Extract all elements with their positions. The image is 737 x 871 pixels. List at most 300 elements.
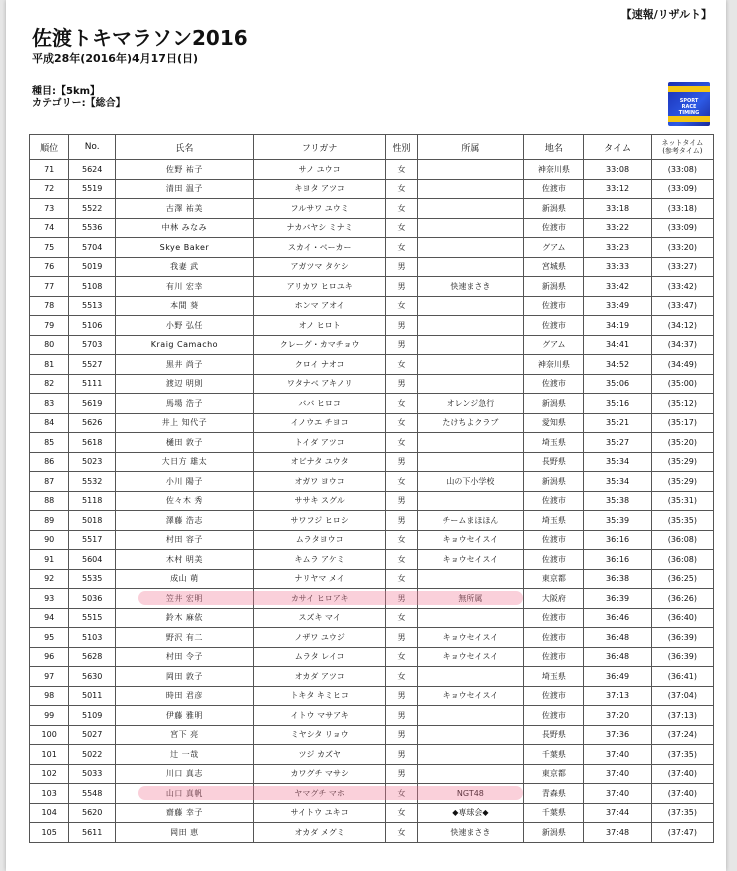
cell-time: 37:13 xyxy=(584,686,651,706)
table-row xyxy=(30,569,714,589)
cell-name: 岡田 恵 xyxy=(116,823,254,843)
cell-bib: 5109 xyxy=(69,706,116,726)
cell-net-time: (37:47) xyxy=(651,823,713,843)
cell-gender: 女 xyxy=(386,550,417,570)
table-row xyxy=(30,784,714,804)
cell-gender: 男 xyxy=(386,374,417,394)
cell-rank: 90 xyxy=(30,530,69,550)
cell-time: 35:06 xyxy=(584,374,651,394)
cell-affiliation xyxy=(417,257,524,277)
table-row xyxy=(30,608,714,628)
cell-time: 33:12 xyxy=(584,179,651,199)
col-region[interactable]: 地名 xyxy=(524,135,584,160)
cell-kana: ヤマグチ マホ xyxy=(253,784,386,804)
col-rank[interactable]: 順位 xyxy=(30,135,69,160)
cell-rank: 97 xyxy=(30,667,69,687)
cell-kana: ワタナベ アキノリ xyxy=(253,374,386,394)
cell-gender: 男 xyxy=(386,452,417,472)
cell-time: 36:39 xyxy=(584,589,651,609)
cell-time: 36:48 xyxy=(584,647,651,667)
cell-region: 佐渡市 xyxy=(524,316,584,336)
cell-affiliation: キョウセイスイ xyxy=(417,628,524,648)
cell-rank: 86 xyxy=(30,452,69,472)
cell-affiliation xyxy=(417,667,524,687)
col-name[interactable]: 氏名 xyxy=(116,135,254,160)
cell-gender: 女 xyxy=(386,413,417,433)
cell-rank: 91 xyxy=(30,550,69,570)
cell-net-time: (36:39) xyxy=(651,628,713,648)
cell-gender: 男 xyxy=(386,628,417,648)
cell-kana: オカダ アツコ xyxy=(253,667,386,687)
cell-name: 時田 君彦 xyxy=(116,686,254,706)
cell-kana: サイトウ ユキコ xyxy=(253,803,386,823)
cell-region: 佐渡市 xyxy=(524,608,584,628)
cell-net-time: (35:00) xyxy=(651,374,713,394)
cell-kana: ササキ スグル xyxy=(253,491,386,511)
cell-net-time: (37:35) xyxy=(651,745,713,765)
cell-region: 佐渡市 xyxy=(524,706,584,726)
logo-text: SPORT RACE TIMING xyxy=(678,98,700,116)
cell-rank: 100 xyxy=(30,725,69,745)
cell-region: 佐渡市 xyxy=(524,647,584,667)
cell-name: 有川 宏幸 xyxy=(116,277,254,297)
cell-rank: 95 xyxy=(30,628,69,648)
event-type: 種目:【5km】 xyxy=(32,86,101,97)
cell-kana: カワグチ マサシ xyxy=(253,764,386,784)
cell-kana: クロイ ナオコ xyxy=(253,355,386,375)
table-row xyxy=(30,257,714,277)
cell-kana: ナリヤマ メイ xyxy=(253,569,386,589)
cell-affiliation xyxy=(417,296,524,316)
cell-time: 35:38 xyxy=(584,491,651,511)
cell-net-time: (33:09) xyxy=(651,179,713,199)
cell-time: 37:48 xyxy=(584,823,651,843)
cell-name: 小野 弘任 xyxy=(116,316,254,336)
table-row xyxy=(30,706,714,726)
cell-gender: 男 xyxy=(386,335,417,355)
cell-affiliation: チームまほほん xyxy=(417,511,524,531)
results-table xyxy=(29,134,714,843)
col-net-time-label: ネットタイム (参考タイム) xyxy=(661,139,704,155)
cell-net-time: (35:29) xyxy=(651,452,713,472)
cell-time: 37:40 xyxy=(584,764,651,784)
cell-affiliation: 山の下小学校 xyxy=(417,472,524,492)
cell-rank: 98 xyxy=(30,686,69,706)
cell-rank: 89 xyxy=(30,511,69,531)
cell-bib: 5515 xyxy=(69,608,116,628)
cell-kana: ナカバヤシ ミナミ xyxy=(253,218,386,238)
cell-gender: 男 xyxy=(386,589,417,609)
cell-kana: キヨタ アツコ xyxy=(253,179,386,199)
cell-region: 埼玉県 xyxy=(524,667,584,687)
cell-region: 佐渡市 xyxy=(524,179,584,199)
cell-name: 川口 真志 xyxy=(116,764,254,784)
cell-region: 青森県 xyxy=(524,784,584,804)
cell-kana: サワフジ ヒロシ xyxy=(253,511,386,531)
cell-kana: アガツマ タケシ xyxy=(253,257,386,277)
col-affiliation[interactable]: 所属 xyxy=(417,135,524,160)
table-row xyxy=(30,316,714,336)
cell-kana: トキタ キミヒコ xyxy=(253,686,386,706)
cell-affiliation xyxy=(417,238,524,258)
cell-name: 本間 葵 xyxy=(116,296,254,316)
cell-rank: 99 xyxy=(30,706,69,726)
cell-time: 37:44 xyxy=(584,803,651,823)
cell-region: 佐渡市 xyxy=(524,491,584,511)
cell-rank: 74 xyxy=(30,218,69,238)
table-row xyxy=(30,803,714,823)
cell-kana: スカイ・ベーカー xyxy=(253,238,386,258)
cell-net-time: (36:41) xyxy=(651,667,713,687)
cell-time: 34:19 xyxy=(584,316,651,336)
cell-region: 新潟県 xyxy=(524,823,584,843)
cell-time: 37:40 xyxy=(584,784,651,804)
cell-net-time: (37:40) xyxy=(651,784,713,804)
cell-time: 33:33 xyxy=(584,257,651,277)
cell-kana: オガワ ヨウコ xyxy=(253,472,386,492)
cell-region: 千葉県 xyxy=(524,745,584,765)
event-date: 平成28年(2016年)4月17日(日) xyxy=(32,52,198,65)
cell-gender: 女 xyxy=(386,238,417,258)
table-row xyxy=(30,550,714,570)
cell-time: 33:49 xyxy=(584,296,651,316)
cell-bib: 5628 xyxy=(69,647,116,667)
cell-gender: 女 xyxy=(386,472,417,492)
logo-stripe-bottom xyxy=(668,116,710,122)
cell-name: 齋藤 幸子 xyxy=(116,803,254,823)
table-row xyxy=(30,413,714,433)
cell-bib: 5703 xyxy=(69,335,116,355)
cell-gender: 女 xyxy=(386,608,417,628)
cell-net-time: (37:04) xyxy=(651,686,713,706)
page-title: 佐渡トキマラソン2016 xyxy=(32,26,248,50)
cell-bib: 5033 xyxy=(69,764,116,784)
cell-rank: 93 xyxy=(30,589,69,609)
table-row xyxy=(30,355,714,375)
cell-region: 宮城県 xyxy=(524,257,584,277)
cell-name: 村田 容子 xyxy=(116,530,254,550)
cell-affiliation: キョウセイスイ xyxy=(417,530,524,550)
cell-affiliation xyxy=(417,569,524,589)
table-row xyxy=(30,394,714,414)
cell-region: 埼玉県 xyxy=(524,433,584,453)
cell-name: 辻 一哉 xyxy=(116,745,254,765)
cell-name: 山口 真帆 xyxy=(116,784,254,804)
cell-gender: 男 xyxy=(386,725,417,745)
cell-bib: 5522 xyxy=(69,199,116,219)
cell-net-time: (33:09) xyxy=(651,218,713,238)
cell-bib: 5618 xyxy=(69,433,116,453)
table-row xyxy=(30,238,714,258)
cell-region: 愛知県 xyxy=(524,413,584,433)
table-row xyxy=(30,667,714,687)
cell-affiliation xyxy=(417,374,524,394)
cell-gender: 男 xyxy=(386,316,417,336)
col-bib[interactable]: No. xyxy=(69,135,116,160)
table-row xyxy=(30,823,714,843)
timing-logo xyxy=(668,82,710,126)
cell-affiliation xyxy=(417,179,524,199)
cell-region: グアム xyxy=(524,335,584,355)
cell-affiliation xyxy=(417,491,524,511)
cell-name: 野沢 有二 xyxy=(116,628,254,648)
cell-region: 佐渡市 xyxy=(524,296,584,316)
cell-name: Skye Baker xyxy=(116,238,254,258)
cell-region: 神奈川県 xyxy=(524,355,584,375)
cell-rank: 84 xyxy=(30,413,69,433)
cell-name: 小川 陽子 xyxy=(116,472,254,492)
cell-affiliation: キョウセイスイ xyxy=(417,686,524,706)
cell-name: 宮下 亮 xyxy=(116,725,254,745)
cell-time: 33:42 xyxy=(584,277,651,297)
cell-time: 34:52 xyxy=(584,355,651,375)
cell-net-time: (37:40) xyxy=(651,764,713,784)
cell-name: 樋田 敦子 xyxy=(116,433,254,453)
cell-region: 神奈川県 xyxy=(524,160,584,180)
cell-kana: アリカワ ヒロユキ xyxy=(253,277,386,297)
cell-kana: ノザワ ユウジ xyxy=(253,628,386,648)
cell-gender: 女 xyxy=(386,667,417,687)
cell-rank: 78 xyxy=(30,296,69,316)
cell-gender: 女 xyxy=(386,160,417,180)
cell-affiliation: 快速まさき xyxy=(417,277,524,297)
cell-net-time: (33:08) xyxy=(651,160,713,180)
cell-region: 新潟県 xyxy=(524,277,584,297)
cell-gender: 男 xyxy=(386,745,417,765)
cell-name: 古澤 祐美 xyxy=(116,199,254,219)
cell-kana: イノウエ チヨコ xyxy=(253,413,386,433)
cell-bib: 5548 xyxy=(69,784,116,804)
cell-bib: 5620 xyxy=(69,803,116,823)
cell-rank: 79 xyxy=(30,316,69,336)
cell-name: 我妻 武 xyxy=(116,257,254,277)
cell-name: 岡田 敦子 xyxy=(116,667,254,687)
col-kana[interactable]: フリガナ xyxy=(253,135,386,160)
cell-bib: 5106 xyxy=(69,316,116,336)
table-row xyxy=(30,218,714,238)
cell-rank: 73 xyxy=(30,199,69,219)
cell-gender: 男 xyxy=(386,257,417,277)
cell-net-time: (35:31) xyxy=(651,491,713,511)
results-page xyxy=(6,0,726,871)
cell-region: 大阪府 xyxy=(524,589,584,609)
cell-time: 33:18 xyxy=(584,199,651,219)
table-row xyxy=(30,491,714,511)
cell-rank: 88 xyxy=(30,491,69,511)
cell-affiliation: 快速まさき xyxy=(417,823,524,843)
cell-time: 35:27 xyxy=(584,433,651,453)
cell-rank: 85 xyxy=(30,433,69,453)
cell-affiliation xyxy=(417,725,524,745)
cell-bib: 5604 xyxy=(69,550,116,570)
table-row xyxy=(30,433,714,453)
cell-net-time: (33:27) xyxy=(651,257,713,277)
cell-bib: 5532 xyxy=(69,472,116,492)
cell-name: 佐野 祐子 xyxy=(116,160,254,180)
cell-net-time: (35:29) xyxy=(651,472,713,492)
cell-time: 37:40 xyxy=(584,745,651,765)
cell-net-time: (33:47) xyxy=(651,296,713,316)
cell-kana: オノ ヒロト xyxy=(253,316,386,336)
cell-region: グアム xyxy=(524,238,584,258)
table-body xyxy=(30,160,714,843)
cell-name: 渡辺 明則 xyxy=(116,374,254,394)
cell-time: 36:38 xyxy=(584,569,651,589)
cell-bib: 5536 xyxy=(69,218,116,238)
cell-net-time: (37:13) xyxy=(651,706,713,726)
table-row xyxy=(30,277,714,297)
cell-gender: 女 xyxy=(386,823,417,843)
col-net-time[interactable] xyxy=(651,135,713,160)
table-row xyxy=(30,764,714,784)
cell-net-time: (34:12) xyxy=(651,316,713,336)
cell-kana: スズキ マイ xyxy=(253,608,386,628)
cell-region: 佐渡市 xyxy=(524,218,584,238)
cell-region: 佐渡市 xyxy=(524,530,584,550)
cell-kana: サノ ユウコ xyxy=(253,160,386,180)
cell-net-time: (36:39) xyxy=(651,647,713,667)
table-row xyxy=(30,511,714,531)
cell-net-time: (34:37) xyxy=(651,335,713,355)
cell-affiliation: NGT48 xyxy=(417,784,524,804)
col-gender[interactable]: 性別 xyxy=(386,135,417,160)
cell-net-time: (36:08) xyxy=(651,550,713,570)
cell-gender: 女 xyxy=(386,647,417,667)
cell-time: 35:34 xyxy=(584,452,651,472)
cell-gender: 女 xyxy=(386,218,417,238)
cell-net-time: (36:08) xyxy=(651,530,713,550)
cell-rank: 96 xyxy=(30,647,69,667)
cell-affiliation xyxy=(417,316,524,336)
cell-region: 長野県 xyxy=(524,452,584,472)
cell-affiliation xyxy=(417,706,524,726)
cell-time: 35:39 xyxy=(584,511,651,531)
cell-name: 成山 萌 xyxy=(116,569,254,589)
cell-affiliation: ◆専球会◆ xyxy=(417,803,524,823)
cell-gender: 女 xyxy=(386,394,417,414)
breadcrumb[interactable]: 【速報/リザルト】 xyxy=(620,8,712,21)
cell-bib: 5517 xyxy=(69,530,116,550)
cell-net-time: (36:40) xyxy=(651,608,713,628)
cell-rank: 72 xyxy=(30,179,69,199)
table-row xyxy=(30,530,714,550)
cell-net-time: (35:12) xyxy=(651,394,713,414)
cell-net-time: (35:17) xyxy=(651,413,713,433)
logo-stripe-top xyxy=(668,86,710,92)
cell-time: 36:49 xyxy=(584,667,651,687)
cell-kana: ムラタヨウコ xyxy=(253,530,386,550)
cell-name: 木村 明美 xyxy=(116,550,254,570)
cell-net-time: (34:49) xyxy=(651,355,713,375)
cell-rank: 76 xyxy=(30,257,69,277)
cell-kana: フルサワ ユウミ xyxy=(253,199,386,219)
cell-net-time: (37:35) xyxy=(651,803,713,823)
cell-rank: 104 xyxy=(30,803,69,823)
cell-gender: 女 xyxy=(386,784,417,804)
cell-name: 大日方 雄太 xyxy=(116,452,254,472)
cell-bib: 5535 xyxy=(69,569,116,589)
cell-region: 東京都 xyxy=(524,764,584,784)
cell-gender: 女 xyxy=(386,355,417,375)
cell-rank: 94 xyxy=(30,608,69,628)
cell-name: 村田 令子 xyxy=(116,647,254,667)
cell-kana: ムラタ レイコ xyxy=(253,647,386,667)
table-row xyxy=(30,199,714,219)
cell-time: 36:16 xyxy=(584,530,651,550)
cell-affiliation xyxy=(417,218,524,238)
cell-gender: 女 xyxy=(386,296,417,316)
cell-rank: 101 xyxy=(30,745,69,765)
cell-affiliation xyxy=(417,764,524,784)
cell-name: 伊藤 雅明 xyxy=(116,706,254,726)
cell-region: 佐渡市 xyxy=(524,686,584,706)
cell-region: 新潟県 xyxy=(524,472,584,492)
cell-bib: 5611 xyxy=(69,823,116,843)
cell-region: 新潟県 xyxy=(524,199,584,219)
cell-time: 36:48 xyxy=(584,628,651,648)
cell-bib: 5619 xyxy=(69,394,116,414)
cell-bib: 5019 xyxy=(69,257,116,277)
cell-name: 井上 知代子 xyxy=(116,413,254,433)
cell-region: 新潟県 xyxy=(524,394,584,414)
cell-kana: イトウ マサアキ xyxy=(253,706,386,726)
cell-rank: 103 xyxy=(30,784,69,804)
table-header-row xyxy=(30,135,714,160)
cell-time: 33:23 xyxy=(584,238,651,258)
cell-bib: 5118 xyxy=(69,491,116,511)
table-row xyxy=(30,160,714,180)
cell-bib: 5036 xyxy=(69,589,116,609)
cell-time: 37:36 xyxy=(584,725,651,745)
table-row xyxy=(30,296,714,316)
col-time[interactable]: タイム xyxy=(584,135,651,160)
cell-region: 佐渡市 xyxy=(524,628,584,648)
cell-affiliation xyxy=(417,745,524,765)
cell-region: 千葉県 xyxy=(524,803,584,823)
cell-bib: 5022 xyxy=(69,745,116,765)
cell-name: 笠井 宏明 xyxy=(116,589,254,609)
cell-net-time: (33:20) xyxy=(651,238,713,258)
cell-time: 36:46 xyxy=(584,608,651,628)
cell-name: 佐々木 秀 xyxy=(116,491,254,511)
cell-kana: オカダ メグミ xyxy=(253,823,386,843)
cell-gender: 女 xyxy=(386,569,417,589)
cell-rank: 82 xyxy=(30,374,69,394)
cell-gender: 男 xyxy=(386,706,417,726)
cell-bib: 5519 xyxy=(69,179,116,199)
cell-net-time: (35:35) xyxy=(651,511,713,531)
cell-kana: カサイ ヒロアキ xyxy=(253,589,386,609)
cell-name: 鈴木 麻依 xyxy=(116,608,254,628)
cell-bib: 5023 xyxy=(69,452,116,472)
cell-name: 澤藤 浩志 xyxy=(116,511,254,531)
cell-gender: 女 xyxy=(386,530,417,550)
table-row xyxy=(30,179,714,199)
cell-bib: 5108 xyxy=(69,277,116,297)
cell-net-time: (33:18) xyxy=(651,199,713,219)
cell-gender: 女 xyxy=(386,179,417,199)
cell-name: Kraig Camacho xyxy=(116,335,254,355)
cell-gender: 女 xyxy=(386,199,417,219)
cell-kana: ツジ カズヤ xyxy=(253,745,386,765)
cell-affiliation xyxy=(417,608,524,628)
cell-bib: 5630 xyxy=(69,667,116,687)
cell-time: 37:20 xyxy=(584,706,651,726)
cell-bib: 5626 xyxy=(69,413,116,433)
table-row xyxy=(30,745,714,765)
table-row xyxy=(30,472,714,492)
cell-gender: 男 xyxy=(386,491,417,511)
